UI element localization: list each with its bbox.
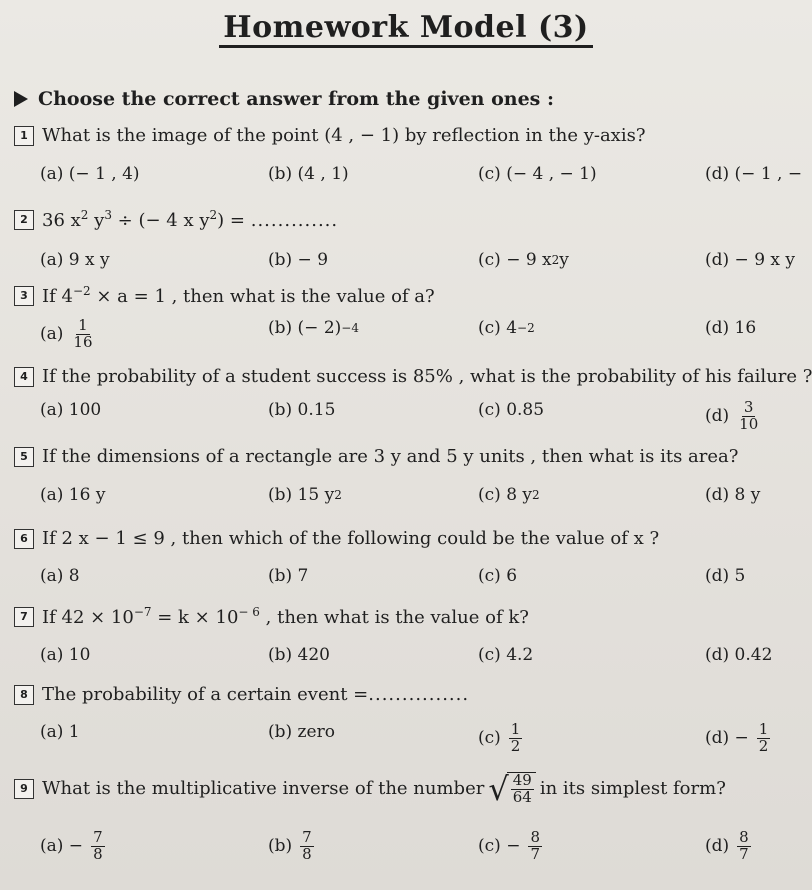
option-c[interactable]: (c) 8 y 2 bbox=[478, 485, 540, 505]
option-b[interactable]: (b) (− 2) −4 bbox=[268, 318, 359, 338]
option-c[interactable]: (c) $\frac{1}{2}$ bbox=[478, 720, 521, 755]
question-text: What is the image of the point (4 , − 1) by reflection in the y-axis? bbox=[42, 125, 646, 146]
option-a[interactable]: (a) 16 y bbox=[40, 485, 106, 505]
question-text: If the dimensions of a rectangle are 3 y and 5 y units , then what is its area? bbox=[42, 446, 739, 467]
option-c[interactable]: (c) 0.85 bbox=[478, 400, 545, 420]
options-row-6 bbox=[0, 566, 812, 596]
option-a[interactable]: (a) $\frac{1}{16}$ bbox=[40, 316, 93, 351]
option-b[interactable]: (b) 15 y 2 bbox=[268, 485, 342, 505]
question-text-after: in its simplest form? bbox=[539, 778, 726, 800]
option-d[interactable]: (d) − $\frac{1}{2}$ bbox=[705, 720, 769, 755]
option-d[interactable]: (d) (− 1 , − bbox=[705, 164, 803, 184]
options-row-9 bbox=[0, 828, 812, 863]
options-row-8 bbox=[0, 720, 812, 755]
page-title: Homework Model (3) bbox=[0, 10, 812, 45]
option-c[interactable]: (c) (− 4 , − 1) bbox=[478, 164, 597, 184]
option-b[interactable]: (b) 7 bbox=[268, 566, 309, 586]
option-a[interactable]: (a) 1 bbox=[40, 722, 80, 742]
square-root-expression: √ $\frac{49}{64}$ bbox=[488, 772, 535, 806]
options-row-5 bbox=[0, 485, 812, 515]
option-a[interactable]: (a) 8 bbox=[40, 566, 80, 586]
question-number: 7 bbox=[14, 607, 34, 627]
question-number: 6 bbox=[14, 529, 34, 549]
option-c[interactable]: (c) − $\frac{8}{7}$ bbox=[478, 828, 540, 863]
instruction: Choose the correct answer from the given ones : bbox=[14, 88, 554, 110]
option-d[interactable]: (d) 16 bbox=[705, 318, 757, 338]
option-c[interactable]: (c) 6 bbox=[478, 566, 518, 586]
arrow-icon bbox=[14, 91, 28, 107]
option-a[interactable]: (a) − $\frac{7}{8}$ bbox=[40, 828, 103, 863]
option-d[interactable]: (d) 0.42 bbox=[705, 645, 773, 665]
option-d[interactable]: (d) 5 bbox=[705, 566, 746, 586]
question-9 bbox=[14, 769, 726, 808]
options-row-2 bbox=[0, 250, 812, 280]
question-number: 8 bbox=[14, 685, 34, 705]
question-text: The probability of a certain event = bbox=[42, 684, 369, 705]
option-a[interactable]: (a) 100 bbox=[40, 400, 102, 420]
question-text: If $42 \times 10^{-7} = k \times 10^{- 6}$ , then what is the value of k? bbox=[42, 605, 529, 628]
option-b[interactable]: (b) − 9 bbox=[268, 250, 329, 270]
question-4 bbox=[14, 366, 812, 387]
option-a[interactable]: (a) 9 x y bbox=[40, 250, 110, 270]
option-b[interactable]: (b) 0.15 bbox=[268, 400, 336, 420]
question-7 bbox=[14, 605, 529, 628]
option-c[interactable]: (c) − 9 x 2 y bbox=[478, 250, 569, 270]
question-1 bbox=[14, 125, 645, 146]
question-number: 2 bbox=[14, 210, 34, 230]
options-row-7 bbox=[0, 645, 812, 675]
question-text: If $4^{-2} \times a = 1$ , then what is the value of a? bbox=[42, 284, 435, 307]
question-text: If 2 x − 1 ≤ 9 , then which of the following could be the value of x ? bbox=[42, 528, 660, 549]
option-d[interactable]: (d) − 9 x y bbox=[705, 250, 796, 270]
option-b[interactable]: (b) zero bbox=[268, 722, 335, 742]
question-2 bbox=[14, 208, 338, 231]
option-d[interactable]: (d) $\frac{8}{7}$ bbox=[705, 828, 749, 863]
question-number: 4 bbox=[14, 367, 34, 387]
question-number: 1 bbox=[14, 126, 34, 146]
question-6 bbox=[14, 528, 659, 549]
option-d[interactable]: (d) $\frac{3}{10}$ bbox=[705, 398, 759, 433]
options-row-3 bbox=[0, 316, 812, 351]
question-8 bbox=[14, 684, 469, 705]
option-d[interactable]: (d) 8 y bbox=[705, 485, 761, 505]
option-b[interactable]: (b) 420 bbox=[268, 645, 330, 665]
options-row-4 bbox=[0, 398, 812, 433]
option-a[interactable]: (a) (− 1 , 4) bbox=[40, 164, 140, 184]
option-b[interactable]: (b) $\frac{7}{8}$ bbox=[268, 828, 312, 863]
option-c[interactable]: (c) 4.2 bbox=[478, 645, 534, 665]
question-text: If the probability of a student success is 85% , what is the probability of his failure ? bbox=[42, 366, 812, 387]
question-3 bbox=[14, 284, 435, 307]
option-a[interactable]: (a) 10 bbox=[40, 645, 91, 665]
question-text: 36 $x^2$ $y^3$ ÷ (− 4 x $y^2$) = ............. bbox=[42, 208, 339, 231]
question-number: 9 bbox=[14, 779, 34, 799]
question-text-before: What is the multiplicative inverse of the number bbox=[42, 778, 485, 800]
question-number: 3 bbox=[14, 286, 34, 306]
option-b[interactable]: (b) (4 , 1) bbox=[268, 164, 349, 184]
option-c[interactable]: (c) 4 −2 bbox=[478, 318, 535, 338]
answer-blank: ............... bbox=[368, 684, 470, 705]
question-5 bbox=[14, 446, 738, 467]
question-number: 5 bbox=[14, 447, 34, 467]
options-row-1 bbox=[0, 164, 812, 194]
